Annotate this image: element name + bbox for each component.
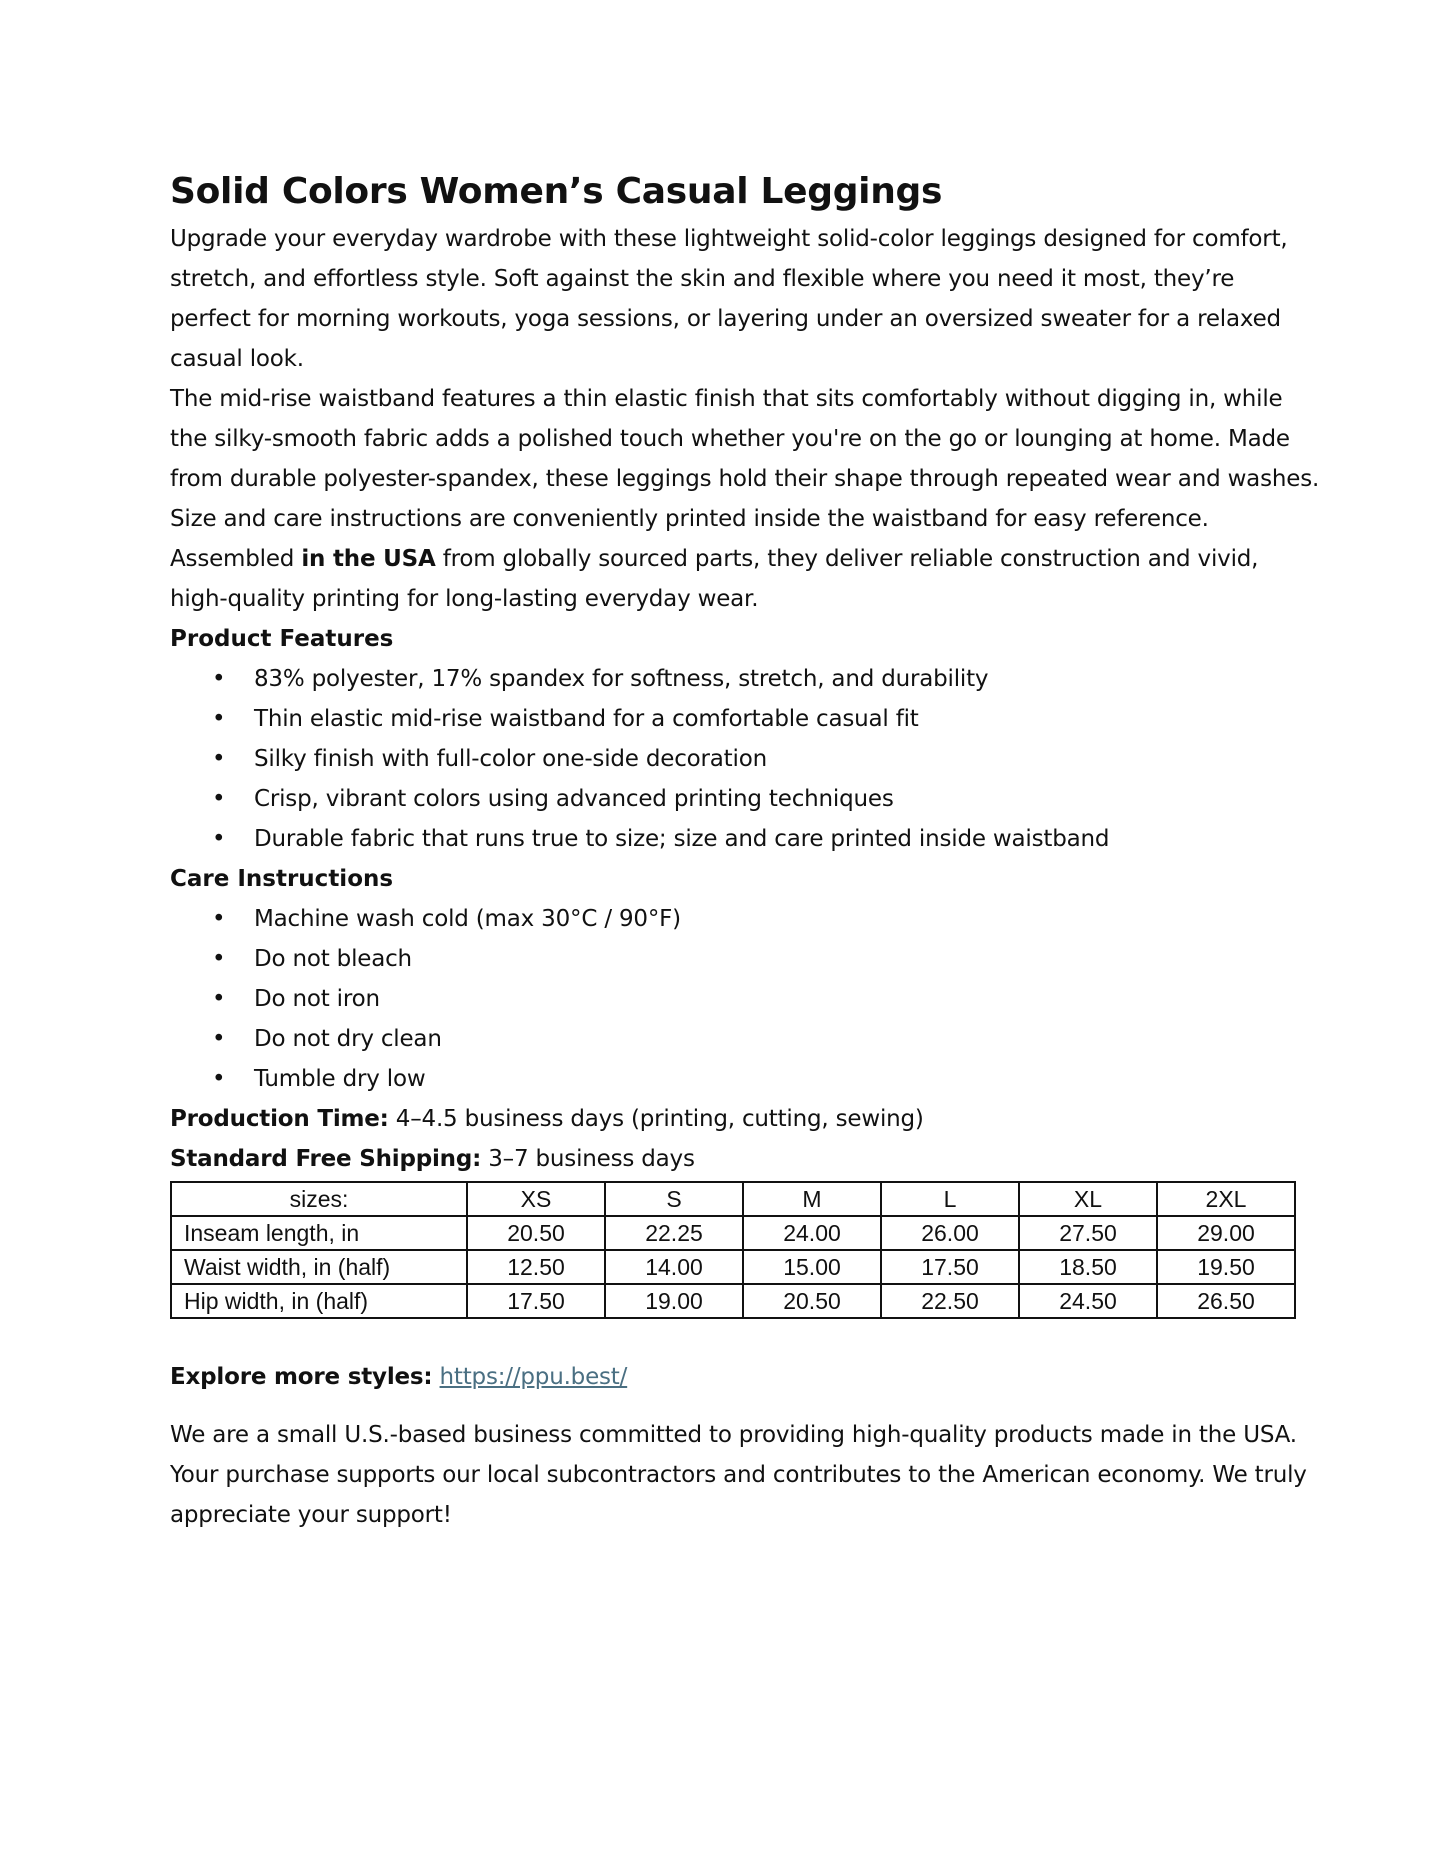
table-row bbox=[171, 1250, 1295, 1284]
intro-paragraph-2: The mid-rise waistband features a thin elastic finish that sits comfortably without digging in, while the silky-smooth fabric adds a polished touch whether you're on the go or lounging at home. Made from durable polyester-spandex, these leggings hold their shape through repeated wear and washes. Size and care instructions are conveniently printed inside the waistband for easy reference. bbox=[170, 386, 1320, 533]
list-item bbox=[170, 939, 1320, 979]
outro-paragraph: We are a small U.S.-based business committed to providing high-quality products made in the USA. Your purchase supports our local subcontractors and contributes to the American economy. We truly appreciate your support! bbox=[170, 1422, 1307, 1529]
feature-text: 83% polyester, 17% spandex for softness, stretch, and durability bbox=[254, 666, 989, 693]
table-cell: 24.00 bbox=[743, 1216, 881, 1250]
bullet-icon: • bbox=[212, 906, 226, 933]
table-header-cell: sizes: bbox=[171, 1182, 467, 1216]
list-item bbox=[170, 659, 1320, 699]
list-item bbox=[170, 1019, 1320, 1059]
bullet-icon: • bbox=[212, 746, 226, 773]
size-table bbox=[170, 1181, 1296, 1319]
table-cell: Inseam length, in bbox=[171, 1216, 467, 1250]
intro-paragraph-1: Upgrade your everyday wardrobe with these lightweight solid-color leggings designed for comfort, stretch, and effortless style. Soft against the skin and flexible where you need it most, they’re perfect for morning workouts, yoga sessions, or layering under an oversized sweater for a relaxed casual look. bbox=[170, 226, 1288, 373]
table-cell: 26.00 bbox=[881, 1216, 1019, 1250]
table-cell: 14.00 bbox=[605, 1250, 743, 1284]
table-header-cell: S bbox=[605, 1182, 743, 1216]
features-heading: Product Features bbox=[170, 626, 394, 653]
table-cell: 27.50 bbox=[1019, 1216, 1157, 1250]
care-text: Do not bleach bbox=[254, 946, 412, 973]
bullet-icon: • bbox=[212, 666, 226, 693]
table-header-cell: XS bbox=[467, 1182, 605, 1216]
table-header-cell: 2XL bbox=[1157, 1182, 1295, 1216]
care-heading: Care Instructions bbox=[170, 866, 394, 893]
care-text: Machine wash cold (max 30°C / 90°F) bbox=[254, 906, 681, 933]
table-cell: 20.50 bbox=[467, 1216, 605, 1250]
list-item bbox=[170, 819, 1320, 859]
care-text: Do not dry clean bbox=[254, 1026, 442, 1053]
document-page bbox=[170, 170, 1320, 1535]
table-cell: 18.50 bbox=[1019, 1250, 1157, 1284]
table-row bbox=[171, 1216, 1295, 1250]
table-header-cell: M bbox=[743, 1182, 881, 1216]
table-header-cell: L bbox=[881, 1182, 1019, 1216]
table-cell: 20.50 bbox=[743, 1284, 881, 1318]
assembled-text-after: from globally sourced parts, they deliver reliable construction and vivid, high-quality printing for long-lasting everyday wear. bbox=[170, 546, 1259, 613]
list-item bbox=[170, 699, 1320, 739]
table-cell: 17.50 bbox=[467, 1284, 605, 1318]
production-time bbox=[170, 1099, 1320, 1139]
assembled-text-before: Assembled bbox=[170, 546, 302, 573]
production-value: 4–4.5 business days (printing, cutting, sewing) bbox=[388, 1106, 924, 1133]
feature-text: Silky finish with full-color one-side decoration bbox=[254, 746, 767, 773]
table-cell: 15.00 bbox=[743, 1250, 881, 1284]
table-cell: 29.00 bbox=[1157, 1216, 1295, 1250]
features-list bbox=[170, 659, 1320, 859]
list-item bbox=[170, 1059, 1320, 1099]
list-item bbox=[170, 779, 1320, 819]
feature-text: Durable fabric that runs true to size; size and care printed inside waistband bbox=[254, 826, 1110, 853]
shipping-value: 3–7 business days bbox=[481, 1146, 695, 1173]
page-title: Solid Colors Women’s Casual Leggings bbox=[170, 171, 943, 212]
bullet-icon: • bbox=[212, 786, 226, 813]
assembled-paragraph bbox=[170, 539, 1320, 619]
explore-line bbox=[170, 1357, 1320, 1397]
table-cell: 19.50 bbox=[1157, 1250, 1295, 1284]
table-cell: 12.50 bbox=[467, 1250, 605, 1284]
care-text: Do not iron bbox=[254, 986, 380, 1013]
table-cell: 19.00 bbox=[605, 1284, 743, 1318]
bullet-icon: • bbox=[212, 1026, 226, 1053]
shipping-time bbox=[170, 1139, 1320, 1179]
feature-text: Crisp, vibrant colors using advanced printing techniques bbox=[254, 786, 894, 813]
bullet-icon: • bbox=[212, 986, 226, 1013]
table-cell: 24.50 bbox=[1019, 1284, 1157, 1318]
assembled-text-bold: in the USA bbox=[301, 546, 436, 573]
explore-label: Explore more styles: bbox=[170, 1364, 433, 1391]
table-cell: 17.50 bbox=[881, 1250, 1019, 1284]
table-cell: 22.50 bbox=[881, 1284, 1019, 1318]
bullet-icon: • bbox=[212, 946, 226, 973]
list-item bbox=[170, 979, 1320, 1019]
table-cell: 22.25 bbox=[605, 1216, 743, 1250]
production-label: Production Time: bbox=[170, 1106, 389, 1133]
list-item bbox=[170, 899, 1320, 939]
table-cell: Hip width, in (half) bbox=[171, 1284, 467, 1318]
table-header-cell: XL bbox=[1019, 1182, 1157, 1216]
care-list bbox=[170, 899, 1320, 1099]
bullet-icon: • bbox=[212, 826, 226, 853]
table-cell: Waist width, in (half) bbox=[171, 1250, 467, 1284]
care-text: Tumble dry low bbox=[254, 1066, 426, 1093]
list-item bbox=[170, 739, 1320, 779]
shipping-label: Standard Free Shipping: bbox=[170, 1146, 482, 1173]
explore-link[interactable]: https://ppu.best/ bbox=[439, 1364, 628, 1391]
bullet-icon: • bbox=[212, 1066, 226, 1093]
table-cell: 26.50 bbox=[1157, 1284, 1295, 1318]
feature-text: Thin elastic mid-rise waistband for a comfortable casual fit bbox=[254, 706, 919, 733]
bullet-icon: • bbox=[212, 706, 226, 733]
table-row bbox=[171, 1284, 1295, 1318]
table-header-row bbox=[171, 1182, 1295, 1216]
